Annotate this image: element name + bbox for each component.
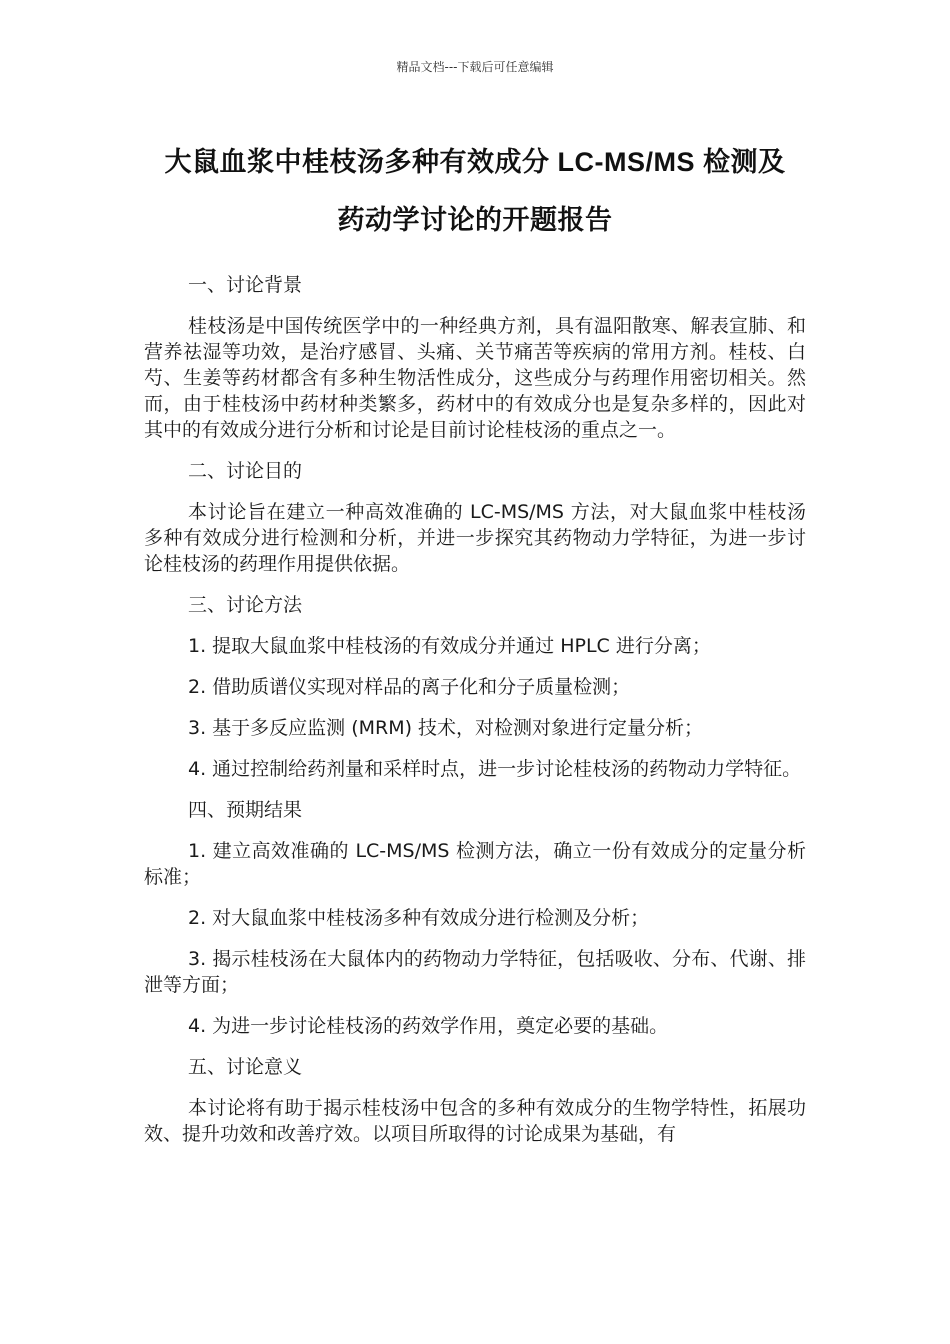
method-item-2: 2. 借助质谱仪实现对样品的离子化和分子质量检测； <box>188 676 631 698</box>
paragraph-significance: 本讨论将有助于揭示桂枝汤中包含的多种有效成分的生物学特性，拓展功效、提升功效和改善疗效。以项目所取得的讨论成果为基础，有 <box>144 1097 806 1145</box>
section-heading-expected-results: 四、预期结果 <box>188 799 303 821</box>
method-item-1: 1. 提取大鼠血浆中桂枝汤的有效成分并通过 HPLC 进行分离； <box>188 635 711 657</box>
paragraph-background: 桂枝汤是中国传统医学中的一种经典方剂，具有温阳散寒、解表宣肺、和营养祛湿等功效，是治疗感冒、头痛、关节痛苦等疾病的常用方剂。桂枝、白芍、生姜等药材都含有多种生物活性成分，这些成分与药理作用密切相关。然而，由于桂枝汤中药材种类繁多，药材中的有效成分也是复杂多样的，因此对其中的有效成分进行分析和讨论是目前讨论桂枝汤的重点之一。 <box>144 315 806 441</box>
section-heading-purpose: 二、讨论目的 <box>188 460 303 482</box>
section-heading-methods: 三、讨论方法 <box>188 594 303 616</box>
method-item-4: 4. 通过控制给药剂量和采样时点，进一步讨论桂枝汤的药物动力学特征。 <box>188 758 802 780</box>
document-title-line-2: 药动学讨论的开题报告 <box>337 205 613 235</box>
result-item-1: 1. 建立高效准确的 LC-MS/MS 检测方法，确立一份有效成分的定量分析标准； <box>144 840 806 888</box>
method-item-3: 3. 基于多反应监测 (MRM) 技术，对检测对象进行定量分析； <box>188 717 704 739</box>
section-heading-background: 一、讨论背景 <box>188 274 303 296</box>
paragraph-purpose: 本讨论旨在建立一种高效准确的 LC-MS/MS 方法，对大鼠血浆中桂枝汤多种有效成分进行检测和分析，并进一步探究其药物动力学特征，为进一步讨论桂枝汤的药理作用提供依据。 <box>144 501 806 575</box>
result-item-2: 2. 对大鼠血浆中桂枝汤多种有效成分进行检测及分析； <box>188 907 650 929</box>
header-note: 精品文档---下载后可任意编辑 <box>396 60 554 74</box>
result-item-4: 4. 为进一步讨论桂枝汤的药效学作用，奠定必要的基础。 <box>188 1015 669 1037</box>
document-body <box>144 272 806 1162</box>
result-item-3: 3. 揭示桂枝汤在大鼠体内的药物动力学特征，包括吸收、分布、代谢、排泄等方面； <box>144 948 806 996</box>
document-title-line-1: 大鼠血浆中桂枝汤多种有效成分 LC-MS/MS 检测及 <box>164 147 786 177</box>
section-heading-significance: 五、讨论意义 <box>188 1056 303 1078</box>
